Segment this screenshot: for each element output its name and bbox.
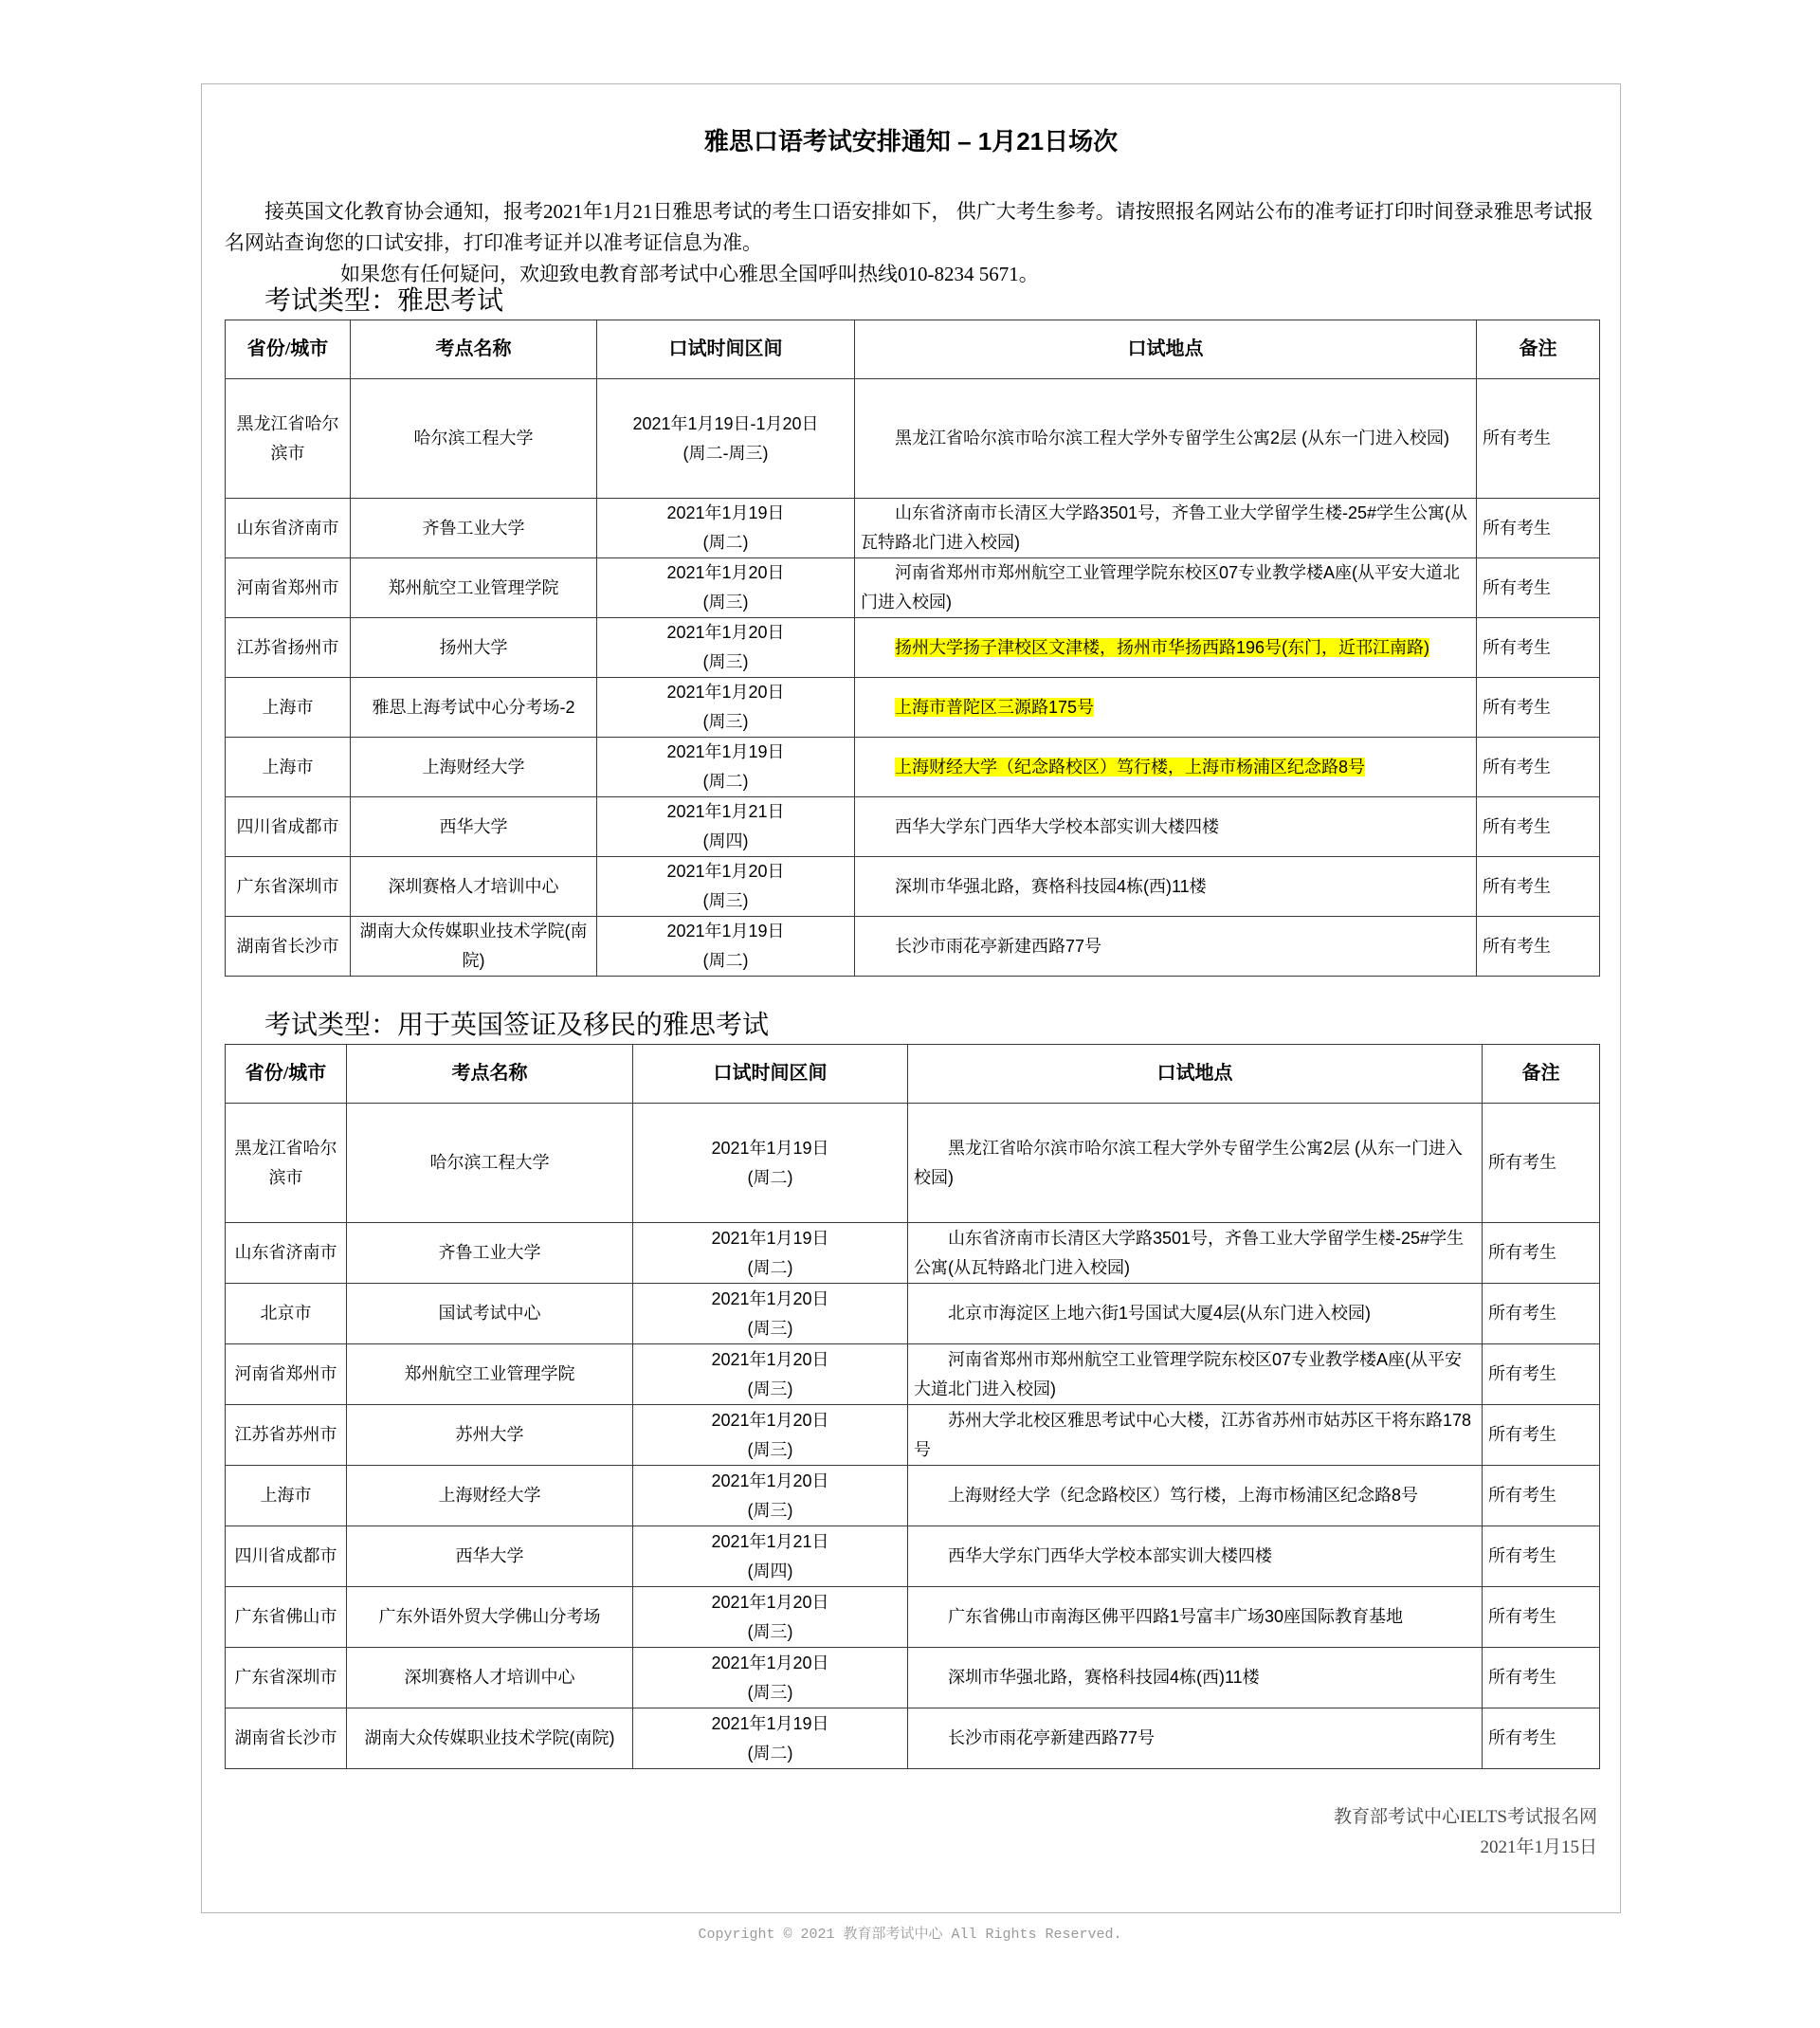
cell-location — [855, 857, 1477, 917]
schedule-table-ukvi — [225, 1044, 1600, 1769]
date-range: 2021年1月20日 — [711, 1471, 829, 1490]
weekday: (周二) — [747, 1257, 793, 1277]
location-text: 苏州大学北校区雅思考试中心大楼，江苏省苏州市姑苏区干将东路178号 — [914, 1410, 1472, 1459]
location-text-highlighted: 扬州大学扬子津校区文津楼，扬州市华扬西路196号(东门，近邗江南路) — [895, 637, 1430, 657]
cell-center: 苏州大学 — [347, 1405, 633, 1466]
cell-note: 所有考生 — [1477, 738, 1600, 797]
cell-note: 所有考生 — [1477, 618, 1600, 678]
cell-time — [597, 379, 855, 499]
weekday: (周二-周三) — [682, 443, 769, 463]
cell-time — [633, 1648, 908, 1708]
table-row — [226, 1587, 1600, 1648]
table-row — [226, 1223, 1600, 1284]
cell-province: 四川省成都市 — [226, 797, 351, 857]
location-text: 深圳市华强北路，赛格科技园4栋(西)11楼 — [895, 876, 1207, 896]
cell-time — [633, 1405, 908, 1466]
cell-province: 江苏省扬州市 — [226, 618, 351, 678]
cell-province: 湖南省长沙市 — [226, 1708, 347, 1769]
cell-time — [597, 499, 855, 558]
intro-paragraph-1: 接英国文化教育协会通知，报考2021年1月21日雅思考试的考生口语安排如下， 供广大考生参考。请按照报名网站公布的准考证打印时间登录雅思考试报名网站查询您的口试安排，打印准考证并以准考证信息为准。 — [225, 200, 1593, 254]
cell-center: 上海财经大学 — [347, 1466, 633, 1526]
table-row — [226, 558, 1600, 618]
cell-province: 山东省济南市 — [226, 1223, 347, 1284]
cell-location — [855, 499, 1477, 558]
date-range: 2021年1月20日 — [666, 563, 785, 582]
notice-page — [201, 83, 1621, 1913]
cell-time — [597, 917, 855, 977]
weekday: (周三) — [747, 1621, 793, 1641]
weekday: (周三) — [747, 1318, 793, 1338]
cell-location — [908, 1526, 1483, 1587]
date-range: 2021年1月19日 — [666, 922, 785, 941]
weekday: (周二) — [747, 1743, 793, 1763]
cell-center: 郑州航空工业管理学院 — [351, 558, 597, 618]
weekday: (周三) — [702, 593, 749, 612]
cell-location — [855, 738, 1477, 797]
cell-province: 广东省深圳市 — [226, 1648, 347, 1708]
cell-note: 所有考生 — [1483, 1223, 1600, 1284]
cell-time — [633, 1104, 908, 1223]
section-title-ukvi: 考试类型：用于英国签证及移民的雅思考试 — [264, 1011, 770, 1040]
table-row — [226, 678, 1600, 738]
cell-center: 郑州航空工业管理学院 — [347, 1344, 633, 1405]
date-range: 2021年1月19日 — [666, 742, 785, 761]
cell-location — [908, 1708, 1483, 1769]
header-note: 备注 — [1483, 1045, 1600, 1104]
cell-time — [597, 558, 855, 618]
cell-location — [908, 1648, 1483, 1708]
table-row — [226, 1104, 1600, 1223]
header-time: 口试时间区间 — [633, 1045, 908, 1104]
date-range: 2021年1月20日 — [711, 1349, 829, 1369]
location-text: 山东省济南市长清区大学路3501号，齐鲁工业大学留学生楼-25#学生公寓(从瓦特路北门进入校园) — [861, 503, 1468, 552]
cell-note: 所有考生 — [1483, 1405, 1600, 1466]
cell-province: 四川省成都市 — [226, 1526, 347, 1587]
header-location: 口试地点 — [908, 1045, 1483, 1104]
weekday: (周三) — [702, 652, 749, 671]
cell-time — [633, 1466, 908, 1526]
date-range: 2021年1月20日 — [666, 683, 785, 702]
header-province: 省份/城市 — [226, 1045, 347, 1104]
cell-center: 西华大学 — [351, 797, 597, 857]
cell-center: 齐鲁工业大学 — [347, 1223, 633, 1284]
location-text: 黑龙江省哈尔滨市哈尔滨工程大学外专留学生公寓2层 (从东一门进入校园) — [895, 429, 1449, 448]
header-province: 省份/城市 — [226, 320, 351, 379]
cell-time — [633, 1587, 908, 1648]
date-range: 2021年1月20日 — [711, 1653, 829, 1672]
weekday: (周二) — [747, 1167, 793, 1187]
weekday: (周二) — [702, 951, 749, 970]
cell-note: 所有考生 — [1477, 797, 1600, 857]
cell-time — [633, 1284, 908, 1344]
weekday: (周二) — [702, 533, 749, 552]
cell-center: 广东外语外贸大学佛山分考场 — [347, 1587, 633, 1648]
table-row — [226, 1526, 1600, 1587]
table-row — [226, 379, 1600, 499]
signature-date: 2021年1月15日 — [1480, 1837, 1597, 1857]
location-text: 河南省郑州市郑州航空工业管理学院东校区07专业教学楼A座(从平安大道北门进入校园) — [861, 563, 1461, 612]
table-row — [226, 1466, 1600, 1526]
table-row — [226, 618, 1600, 678]
cell-time — [633, 1526, 908, 1587]
weekday: (周四) — [702, 831, 749, 850]
location-text-highlighted: 上海财经大学（纪念路校区）笃行楼，上海市杨浦区纪念路8号 — [895, 757, 1366, 776]
date-range: 2021年1月19日-1月20日 — [632, 413, 819, 433]
weekday: (周三) — [747, 1500, 793, 1520]
header-note: 备注 — [1477, 320, 1600, 379]
location-text-highlighted: 上海市普陀区三源路175号 — [895, 697, 1095, 717]
date-range: 2021年1月19日 — [666, 503, 785, 522]
cell-location — [908, 1344, 1483, 1405]
date-range: 2021年1月20日 — [711, 1592, 829, 1612]
intro-text — [225, 196, 1599, 290]
cell-location — [908, 1587, 1483, 1648]
cell-location — [855, 558, 1477, 618]
cell-location — [855, 678, 1477, 738]
copyright-text: Copyright © 2021 教育部考试中心 All Rights Reserved. — [698, 1927, 1122, 1943]
date-range: 2021年1月20日 — [711, 1288, 829, 1308]
cell-center: 齐鲁工业大学 — [351, 499, 597, 558]
location-text: 北京市海淀区上地六街1号国试大厦4层(从东门进入校园) — [948, 1304, 1372, 1323]
location-text: 西华大学东门西华大学校本部实训大楼四楼 — [948, 1546, 1272, 1565]
cell-province: 上海市 — [226, 738, 351, 797]
date-range: 2021年1月20日 — [666, 623, 785, 642]
cell-province: 北京市 — [226, 1284, 347, 1344]
location-text: 上海财经大学（纪念路校区）笃行楼，上海市杨浦区纪念路8号 — [948, 1486, 1419, 1505]
table-row — [226, 499, 1600, 558]
cell-time — [597, 678, 855, 738]
cell-note: 所有考生 — [1477, 499, 1600, 558]
signature-org: 教育部考试中心IELTS考试报名网 — [1334, 1807, 1597, 1827]
cell-province: 山东省济南市 — [226, 499, 351, 558]
cell-time — [633, 1223, 908, 1284]
cell-note: 所有考生 — [1483, 1648, 1600, 1708]
weekday: (周三) — [747, 1682, 793, 1702]
cell-time — [633, 1344, 908, 1405]
date-range: 2021年1月20日 — [666, 862, 785, 881]
date-range: 2021年1月21日 — [666, 802, 785, 821]
cell-center: 哈尔滨工程大学 — [351, 379, 597, 499]
location-text: 河南省郑州市郑州航空工业管理学院东校区07专业教学楼A座(从平安大道北门进入校园) — [914, 1349, 1463, 1398]
cell-time — [633, 1708, 908, 1769]
cell-location — [908, 1223, 1483, 1284]
weekday: (周三) — [702, 712, 749, 731]
date-range: 2021年1月21日 — [711, 1531, 829, 1551]
header-center: 考点名称 — [347, 1045, 633, 1104]
header-time: 口试时间区间 — [597, 320, 855, 379]
location-text: 黑龙江省哈尔滨市哈尔滨工程大学外专留学生公寓2层 (从东一门进入校园) — [914, 1138, 1464, 1187]
table-row — [226, 1648, 1600, 1708]
cell-time — [597, 618, 855, 678]
cell-location — [908, 1405, 1483, 1466]
cell-province: 黑龙江省哈尔滨市 — [226, 379, 351, 499]
cell-location — [855, 797, 1477, 857]
weekday: (周二) — [702, 772, 749, 791]
cell-center: 深圳赛格人才培训中心 — [351, 857, 597, 917]
signature-block — [1334, 1802, 1597, 1863]
cell-note: 所有考生 — [1477, 558, 1600, 618]
table-row — [226, 1284, 1600, 1344]
cell-note: 所有考生 — [1483, 1526, 1600, 1587]
page-title: 雅思口语考试安排通知 – 1月21日场次 — [703, 127, 1119, 155]
weekday: (周三) — [747, 1379, 793, 1398]
cell-center: 扬州大学 — [351, 618, 597, 678]
section-title-ielts: 考试类型：雅思考试 — [264, 286, 504, 316]
intro-paragraph-2: 如果您有任何疑问，欢迎致电教育部考试中心雅思全国呼叫热线010-8234 5671。 — [340, 263, 1039, 285]
cell-time — [597, 738, 855, 797]
schedule-table-ielts — [225, 320, 1600, 977]
cell-province: 上海市 — [226, 678, 351, 738]
cell-location — [908, 1284, 1483, 1344]
cell-note: 所有考生 — [1477, 917, 1600, 977]
table-header-row — [226, 320, 1600, 379]
location-text: 西华大学东门西华大学校本部实训大楼四楼 — [895, 816, 1219, 836]
cell-time — [597, 797, 855, 857]
header-location: 口试地点 — [855, 320, 1477, 379]
cell-province: 江苏省苏州市 — [226, 1405, 347, 1466]
weekday: (周三) — [747, 1439, 793, 1459]
cell-province: 上海市 — [226, 1466, 347, 1526]
cell-province: 广东省深圳市 — [226, 857, 351, 917]
cell-location — [908, 1104, 1483, 1223]
cell-center: 国试考试中心 — [347, 1284, 633, 1344]
cell-note: 所有考生 — [1477, 857, 1600, 917]
location-text: 山东省济南市长清区大学路3501号，齐鲁工业大学留学生楼-25#学生公寓(从瓦特路北门进入校园) — [914, 1228, 1465, 1277]
cell-note: 所有考生 — [1477, 379, 1600, 499]
header-center: 考点名称 — [351, 320, 597, 379]
location-text: 深圳市华强北路，赛格科技园4栋(西)11楼 — [948, 1668, 1260, 1687]
weekday: (周三) — [702, 891, 749, 910]
cell-center: 深圳赛格人才培训中心 — [347, 1648, 633, 1708]
cell-province: 广东省佛山市 — [226, 1587, 347, 1648]
table-row — [226, 738, 1600, 797]
date-range: 2021年1月19日 — [711, 1713, 829, 1733]
table-row — [226, 797, 1600, 857]
cell-time — [597, 857, 855, 917]
cell-center: 上海财经大学 — [351, 738, 597, 797]
table-row — [226, 917, 1600, 977]
cell-province: 湖南省长沙市 — [226, 917, 351, 977]
weekday: (周四) — [747, 1561, 793, 1580]
cell-note: 所有考生 — [1483, 1466, 1600, 1526]
location-text: 广东省佛山市南海区佛平四路1号富丰广场30座国际教育基地 — [948, 1607, 1404, 1626]
cell-province: 黑龙江省哈尔滨市 — [226, 1104, 347, 1223]
location-text: 长沙市雨花亭新建西路77号 — [895, 936, 1102, 956]
date-range: 2021年1月20日 — [711, 1410, 829, 1430]
cell-location — [908, 1466, 1483, 1526]
cell-center: 西华大学 — [347, 1526, 633, 1587]
cell-province: 河南省郑州市 — [226, 558, 351, 618]
cell-note: 所有考生 — [1483, 1104, 1600, 1223]
cell-center: 雅思上海考试中心分考场-2 — [351, 678, 597, 738]
cell-location — [855, 618, 1477, 678]
table-row — [226, 857, 1600, 917]
table-header-row — [226, 1045, 1600, 1104]
cell-center: 湖南大众传媒职业技术学院(南院) — [347, 1708, 633, 1769]
table-row — [226, 1405, 1600, 1466]
table-row — [226, 1708, 1600, 1769]
cell-note: 所有考生 — [1483, 1587, 1600, 1648]
date-range: 2021年1月19日 — [711, 1138, 829, 1158]
location-text: 长沙市雨花亭新建西路77号 — [948, 1728, 1156, 1747]
cell-note: 所有考生 — [1483, 1708, 1600, 1769]
table-row — [226, 1344, 1600, 1405]
cell-center: 湖南大众传媒职业技术学院(南院) — [351, 917, 597, 977]
cell-province: 河南省郑州市 — [226, 1344, 347, 1405]
cell-center: 哈尔滨工程大学 — [347, 1104, 633, 1223]
cell-location — [855, 379, 1477, 499]
cell-note: 所有考生 — [1483, 1344, 1600, 1405]
date-range: 2021年1月19日 — [711, 1228, 829, 1248]
cell-location — [855, 917, 1477, 977]
cell-note: 所有考生 — [1483, 1284, 1600, 1344]
cell-note: 所有考生 — [1477, 678, 1600, 738]
